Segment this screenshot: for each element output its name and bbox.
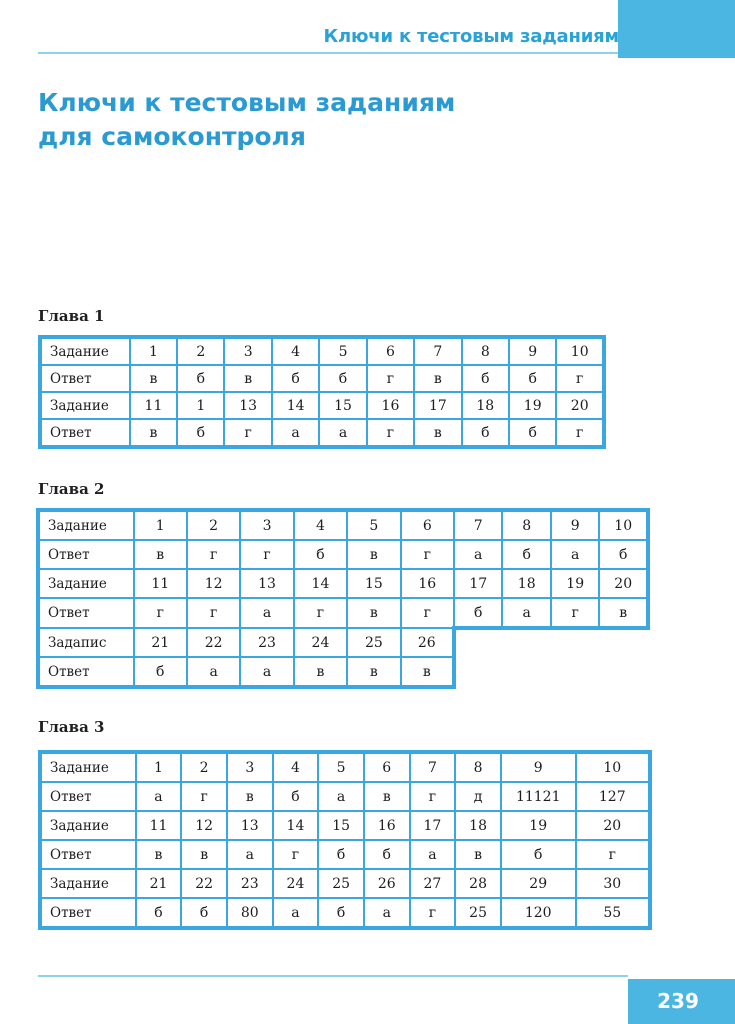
- table-cell: 30: [576, 869, 650, 898]
- page-title-line2: для самоконтроля: [38, 122, 306, 151]
- table-cell: б: [454, 598, 502, 628]
- table-cell: 80: [227, 898, 273, 928]
- empty-cell: [599, 628, 648, 657]
- table-cell: 24: [273, 869, 319, 898]
- table-cell: 7: [454, 510, 502, 540]
- row-header-cell: Ответ: [38, 598, 134, 628]
- table-cell: 10: [576, 752, 650, 782]
- table-cell: 17: [414, 392, 461, 419]
- row-header-cell: Ответ: [40, 898, 136, 928]
- row-header-cell: Ответ: [40, 419, 130, 447]
- page-number: 239: [657, 989, 699, 1013]
- table-cell: 6: [401, 510, 454, 540]
- empty-cell: [551, 628, 599, 657]
- row-header-cell: Задание: [40, 392, 130, 419]
- chapter-3-table: [38, 750, 652, 930]
- table-cell: 6: [367, 337, 414, 365]
- table-cell: 2: [181, 752, 227, 782]
- table-cell: г: [556, 365, 604, 392]
- table-cell: б: [462, 365, 509, 392]
- table-cell: 3: [227, 752, 273, 782]
- table-cell: г: [273, 840, 319, 869]
- row-header-cell: Задапис: [38, 628, 134, 657]
- table-row: [38, 657, 648, 687]
- table-cell: 5: [319, 337, 366, 365]
- table-cell: г: [187, 598, 240, 628]
- row-header-cell: Ответ: [38, 657, 134, 687]
- table-row: [40, 419, 604, 447]
- table-cell: а: [136, 782, 182, 811]
- table-cell: в: [401, 657, 454, 687]
- table-row: [40, 392, 604, 419]
- table-cell: г: [576, 840, 650, 869]
- empty-cell: [454, 657, 502, 687]
- table-cell: а: [364, 898, 410, 928]
- table-cell: в: [227, 782, 273, 811]
- table-cell: 14: [273, 811, 319, 840]
- table-cell: а: [272, 419, 319, 447]
- table-cell: 9: [509, 337, 556, 365]
- table-cell: б: [364, 840, 410, 869]
- table-cell: 27: [410, 869, 456, 898]
- table-cell: 8: [455, 752, 501, 782]
- table-cell: в: [347, 598, 400, 628]
- table-cell: б: [272, 365, 319, 392]
- table-cell: 16: [401, 569, 454, 598]
- table-cell: в: [130, 365, 177, 392]
- table-cell: г: [367, 419, 414, 447]
- table-cell: а: [318, 782, 364, 811]
- table-cell: б: [181, 898, 227, 928]
- table-cell: б: [599, 540, 648, 569]
- footer-rule: [38, 975, 628, 977]
- table-cell: 19: [501, 811, 576, 840]
- table-cell: а: [273, 898, 319, 928]
- table-cell: 22: [181, 869, 227, 898]
- table-cell: б: [318, 898, 364, 928]
- table-cell: 3: [240, 510, 293, 540]
- table-cell: в: [347, 540, 400, 569]
- table-cell: 15: [347, 569, 400, 598]
- table-cell: 1: [134, 510, 187, 540]
- table-cell: 1: [177, 392, 224, 419]
- table-cell: 8: [462, 337, 509, 365]
- table-cell: а: [319, 419, 366, 447]
- table-cell: б: [509, 365, 556, 392]
- table-cell: б: [294, 540, 347, 569]
- table-cell: в: [134, 540, 187, 569]
- table-cell: 13: [227, 811, 273, 840]
- table-cell: г: [294, 598, 347, 628]
- table-cell: 15: [319, 392, 366, 419]
- table-row: [40, 811, 650, 840]
- table-row: [38, 540, 648, 569]
- header-rule: [38, 52, 618, 54]
- table-cell: 19: [551, 569, 599, 598]
- table-cell: в: [181, 840, 227, 869]
- table-cell: 22: [187, 628, 240, 657]
- row-header-cell: Задание: [40, 811, 136, 840]
- table-cell: 11: [134, 569, 187, 598]
- table-cell: б: [273, 782, 319, 811]
- table-cell: 29: [501, 869, 576, 898]
- table-cell: 18: [502, 569, 550, 598]
- table-cell: в: [364, 782, 410, 811]
- table-cell: б: [318, 840, 364, 869]
- table-cell: 19: [509, 392, 556, 419]
- table-cell: в: [136, 840, 182, 869]
- table-cell: 12: [187, 569, 240, 598]
- table-cell: г: [187, 540, 240, 569]
- table-cell: б: [501, 840, 576, 869]
- table-cell: 25: [318, 869, 364, 898]
- table-cell: г: [556, 419, 604, 447]
- table-row: [38, 598, 648, 628]
- table-cell: 28: [455, 869, 501, 898]
- table-cell: г: [401, 540, 454, 569]
- row-header-cell: Ответ: [40, 840, 136, 869]
- header-tab: [618, 0, 735, 58]
- table-row: [40, 898, 650, 928]
- table-cell: г: [410, 782, 456, 811]
- table-row: [40, 752, 650, 782]
- table-cell: 4: [273, 752, 319, 782]
- row-header-cell: Задание: [38, 510, 134, 540]
- table-cell: б: [136, 898, 182, 928]
- chapter-1-label: Глава 1: [38, 307, 105, 325]
- table-cell: б: [462, 419, 509, 447]
- table-cell: в: [347, 657, 400, 687]
- table-cell: 9: [551, 510, 599, 540]
- table-cell: б: [502, 540, 550, 569]
- table-cell: б: [319, 365, 366, 392]
- table-cell: 16: [367, 392, 414, 419]
- running-title: Ключи к тестовым заданиям: [323, 26, 619, 47]
- empty-cell: [599, 657, 648, 687]
- table-cell: 26: [364, 869, 410, 898]
- table-cell: в: [294, 657, 347, 687]
- table-cell: а: [551, 540, 599, 569]
- table-cell: 12: [181, 811, 227, 840]
- table-cell: г: [410, 898, 456, 928]
- chapter-2-label: Глава 2: [38, 480, 105, 498]
- table-cell: 5: [347, 510, 400, 540]
- chapter-1-table: [38, 335, 606, 449]
- table-cell: 24: [294, 628, 347, 657]
- table-cell: б: [509, 419, 556, 447]
- table-cell: в: [414, 419, 461, 447]
- table-cell: 11: [136, 811, 182, 840]
- row-header-cell: Ответ: [38, 540, 134, 569]
- table-cell: 7: [414, 337, 461, 365]
- table-cell: 7: [410, 752, 456, 782]
- table-cell: 4: [272, 337, 319, 365]
- table-row: [38, 569, 648, 598]
- table-cell: б: [177, 365, 224, 392]
- table-cell: 20: [576, 811, 650, 840]
- table-cell: 23: [227, 869, 273, 898]
- table-cell: 127: [576, 782, 650, 811]
- table-cell: г: [367, 365, 414, 392]
- table-cell: а: [240, 598, 293, 628]
- empty-cell: [502, 628, 550, 657]
- table-cell: 21: [134, 628, 187, 657]
- table-cell: г: [134, 598, 187, 628]
- chapter-3-label: Глава 3: [38, 718, 105, 736]
- row-header-cell: Задание: [40, 869, 136, 898]
- table-cell: г: [224, 419, 271, 447]
- table-cell: д: [455, 782, 501, 811]
- empty-cell: [551, 657, 599, 687]
- table-cell: г: [181, 782, 227, 811]
- table-cell: 13: [240, 569, 293, 598]
- table-row: [38, 510, 648, 540]
- table-cell: 1: [136, 752, 182, 782]
- table-cell: 2: [177, 337, 224, 365]
- table-row: [40, 365, 604, 392]
- row-header-cell: Задание: [38, 569, 134, 598]
- table-row: [40, 782, 650, 811]
- table-cell: а: [454, 540, 502, 569]
- table-cell: а: [502, 598, 550, 628]
- table-cell: г: [551, 598, 599, 628]
- table-cell: 14: [272, 392, 319, 419]
- table-row: [40, 337, 604, 365]
- table-cell: 5: [318, 752, 364, 782]
- table-cell: б: [177, 419, 224, 447]
- table-cell: 8: [502, 510, 550, 540]
- empty-cell: [502, 657, 550, 687]
- table-cell: 4: [294, 510, 347, 540]
- table-cell: в: [414, 365, 461, 392]
- table-cell: 9: [501, 752, 576, 782]
- table-cell: 18: [455, 811, 501, 840]
- table-cell: 2: [187, 510, 240, 540]
- table-cell: 18: [462, 392, 509, 419]
- row-header-cell: Задание: [40, 752, 136, 782]
- table-cell: 26: [401, 628, 454, 657]
- table-cell: а: [240, 657, 293, 687]
- chapter-2-table: [36, 508, 650, 689]
- table-cell: 55: [576, 898, 650, 928]
- table-cell: а: [410, 840, 456, 869]
- table-cell: 13: [224, 392, 271, 419]
- table-cell: в: [224, 365, 271, 392]
- table-row: [38, 628, 648, 657]
- page-title: [38, 86, 455, 154]
- empty-cell: [454, 628, 502, 657]
- table-cell: 10: [556, 337, 604, 365]
- table-cell: 25: [347, 628, 400, 657]
- table-cell: а: [187, 657, 240, 687]
- row-header-cell: Задание: [40, 337, 130, 365]
- table-cell: в: [130, 419, 177, 447]
- table-cell: в: [599, 598, 648, 628]
- table-cell: 20: [556, 392, 604, 419]
- page-title-line1: Ключи к тестовым заданиям: [38, 88, 456, 117]
- table-cell: г: [240, 540, 293, 569]
- table-cell: 21: [136, 869, 182, 898]
- table-cell: 25: [455, 898, 501, 928]
- table-cell: а: [227, 840, 273, 869]
- table-cell: 1: [130, 337, 177, 365]
- table-cell: 11: [130, 392, 177, 419]
- table-cell: 17: [410, 811, 456, 840]
- table-cell: 3: [224, 337, 271, 365]
- table-cell: в: [455, 840, 501, 869]
- table-cell: г: [401, 598, 454, 628]
- table-cell: 17: [454, 569, 502, 598]
- table-cell: 6: [364, 752, 410, 782]
- row-header-cell: Ответ: [40, 782, 136, 811]
- table-cell: 15: [318, 811, 364, 840]
- table-cell: 11121: [501, 782, 576, 811]
- table-cell: 16: [364, 811, 410, 840]
- row-header-cell: Ответ: [40, 365, 130, 392]
- table-cell: 120: [501, 898, 576, 928]
- table-cell: 20: [599, 569, 648, 598]
- table-row: [40, 869, 650, 898]
- table-cell: б: [134, 657, 187, 687]
- table-cell: 23: [240, 628, 293, 657]
- table-cell: 10: [599, 510, 648, 540]
- table-row: [40, 840, 650, 869]
- table-cell: 14: [294, 569, 347, 598]
